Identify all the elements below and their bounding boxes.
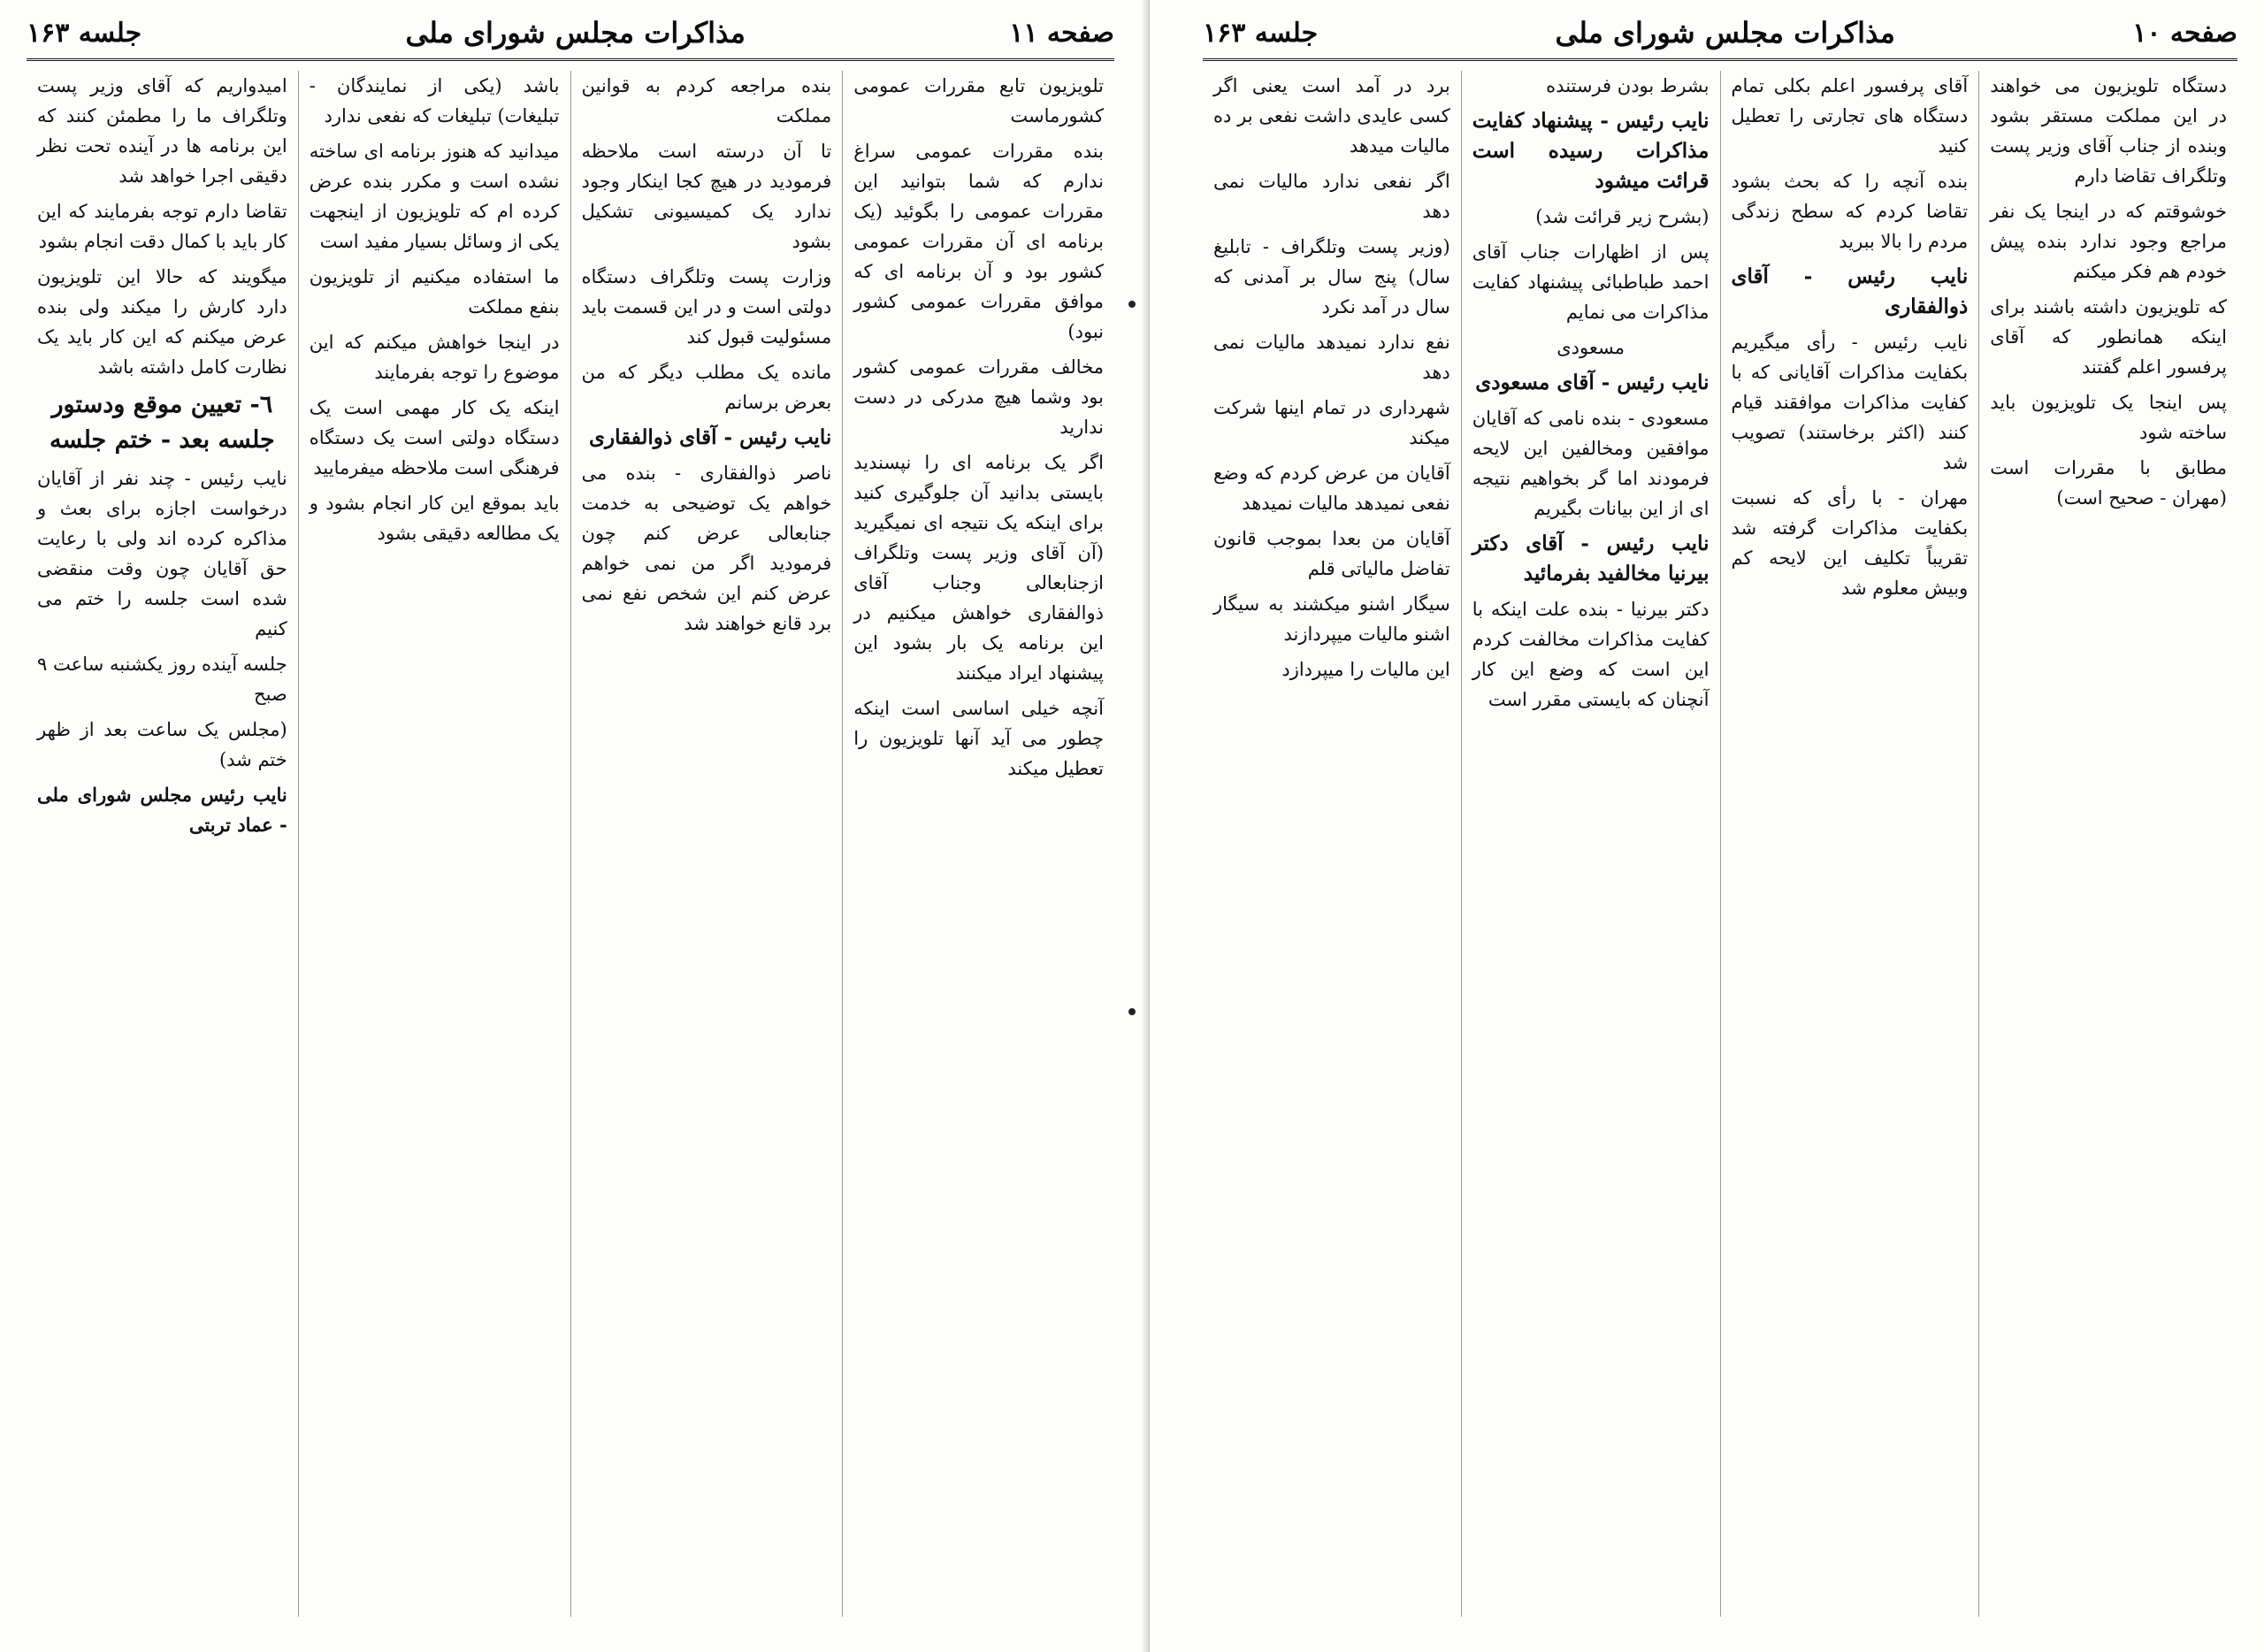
paragraph: بنده آنچه را که بحث بشود تقاضا کردم که سطح زندگی مردم را بالا ببرید bbox=[1731, 171, 1969, 252]
left-column-4 bbox=[27, 71, 298, 1617]
paragraph: بنده مقررات عمومی سراغ ندارم که شما بتوانید این مقررات عمومی را بگوئید (یک برنامه ای آن مقررات عمومی کشور بود و آن برنامه ای که موافق مقررات عمومی کشور نبود) bbox=[853, 141, 1104, 342]
left-page-title: مذاکرات مجلس شورای ملی bbox=[405, 16, 746, 50]
paragraph: آقایان من عرض کردم که وضع نفعی نمیدهد مالیات نمیدهد bbox=[1213, 463, 1450, 514]
right-page-header bbox=[1203, 7, 2237, 61]
paragraph: مسعودی - بنده نامی که آقایان موافقین ومخالفین این لایحه فرمودند اما گر بخواهیم نتیجه ای از این بیانات بگیریم bbox=[1472, 408, 1709, 519]
left-column-3 bbox=[298, 71, 570, 1617]
speaker-heading: نایب رئیس - آقای مسعودی bbox=[1475, 371, 1709, 394]
speaker-heading: نایب رئیس - پیشنهاد کفایت مذاکرات رسیده است قرائت میشود bbox=[1472, 109, 1709, 193]
binding-mark bbox=[1128, 301, 1136, 308]
paragraph: برد در آمد است یعنی اگر کسی عایدی داشت نفعی بر ده مالیات میدهد bbox=[1213, 75, 1450, 157]
paragraph: دکتر بیرنیا - بنده علت اینکه با کفایت مذاکرات مخالفت کردم این است که وضع این کار آنچنان که بایستی مقرر است bbox=[1472, 599, 1709, 710]
paragraph: باید بموقع این کار انجام بشود و یک مطالعه دقیقی بشود bbox=[309, 493, 560, 544]
left-page-columns bbox=[27, 71, 1114, 1617]
right-page-number: صفحه ۱۰ bbox=[2132, 17, 2237, 49]
paragraph: پس اینجا یک تلویزیون باید ساخته شود bbox=[1990, 392, 2227, 443]
paragraph: آنچه خیلی اساسی است اینکه چطور می آید آنها تلویزیون را تعطیل میکند bbox=[853, 698, 1104, 779]
right-column-4 bbox=[1203, 71, 1461, 1617]
paragraph: خوشوقتم که در اینجا یک نفر مراجع وجود ندارد بنده پیش خودم هم فکر میکنم bbox=[1990, 201, 2227, 282]
paragraph: (مجلس یک ساعت بعد از ظهر ختم شد) bbox=[37, 719, 287, 770]
paragraph: ناصر ذوالفقاری - بنده می خواهم یک توضیحی به خدمت جنابعالی عرض کنم چون فرمودید اگر من نمی خواهم عرض کنم این شخص نفع نمی برد قانع خواهند شد bbox=[581, 463, 832, 634]
paragraph: مطابق با مقررات است (مهران - صحیح است) bbox=[1990, 457, 2227, 509]
left-column-1 bbox=[842, 71, 1114, 1617]
binding-mark bbox=[1128, 1008, 1136, 1015]
left-column-2 bbox=[570, 71, 843, 1617]
paragraph: آقای پرفسور اعلم بکلی تمام دستگاه های تجارتی را تعطیل کنید bbox=[1731, 75, 1969, 157]
paragraph: تلویزیون تابع مقررات عمومی کشورماست bbox=[853, 75, 1104, 126]
right-column-3 bbox=[1461, 71, 1720, 1617]
left-session-number: جلسه ۱۶۳ bbox=[27, 17, 142, 49]
paragraph: بشرط بودن فرستنده bbox=[1546, 75, 1709, 96]
left-page-number: صفحه ۱۱ bbox=[1009, 17, 1114, 49]
paragraph: دستگاه تلویزیون می خواهند در این مملکت مستقر بشود وبنده از جناب آقای وزیر پست وتلگراف تقاضا دارم bbox=[1990, 75, 2227, 187]
paragraph: اگر نفعی ندارد مالیات نمی دهد bbox=[1213, 171, 1450, 222]
paragraph: مانده یک مطلب دیگر که من بعرض برسانم bbox=[581, 362, 832, 413]
signature: مسعودی bbox=[1556, 337, 1625, 358]
right-page-columns bbox=[1203, 71, 2237, 1617]
right-page-title: مذاکرات مجلس شورای ملی bbox=[1555, 16, 1895, 50]
paragraph: تا آن درسته است ملاحظه فرمودید در هیچ کجا اینکار وجود ندارد یک کمیسیونی تشکیل بشود bbox=[581, 141, 832, 252]
speaker-heading: نایب رئیس - آقای ذوالفقاری bbox=[1731, 264, 1969, 318]
paragraph: نفع ندارد نمیدهد مالیات نمی دهد bbox=[1213, 332, 1450, 383]
paragraph: اگر یک برنامه ای را نپسندید بایستی بدانید آن جلوگیری کنید برای اینکه یک نتیجه ای نمیگیرید (آن آقای وزیر پست وتلگراف ازجنابعالی وجناب آقای ذوالفقاری خواهش میکنیم در این برنامه یک بار بشود این پیشنهاد ایراد میکنند bbox=[853, 452, 1104, 684]
paragraph: که تلویزیون داشته باشند برای اینکه همانطور که آقای پرفسور اعلم گفتند bbox=[1990, 296, 2227, 378]
signature: نایب رئیس مجلس شورای ملی - عماد تربتی bbox=[37, 784, 287, 836]
paragraph: باشد (یکی از نمایندگان - تبلیغات) تبلیغات که نفعی ندارد bbox=[309, 75, 560, 126]
paragraph: (بشرح زیر قرائت شد) bbox=[1535, 206, 1709, 227]
paragraph: نایب رئیس - چند نفر از آقایان درخواست اجازه برای بعث و مذاکره کرده اند ولی با رعایت حق آقایان چون وقت منقضی شده است جلسه را ختم می کنیم bbox=[37, 468, 287, 639]
paragraph: شهرداری در تمام اینها شرکت میکند bbox=[1213, 397, 1450, 448]
paragraph: مهران - با رأی که نسبت بکفایت مذاکرات گرفته شد تقریباً تکلیف این لایحه کم وبیش معلوم شد bbox=[1731, 487, 1969, 599]
paragraph: امیدواریم که آقای وزیر پست وتلگراف ما را مطمئن کنند که این برنامه ها در آینده تحت نظر دقیقی اجرا خواهد شد bbox=[37, 75, 287, 187]
paragraph: (وزیر پست وتلگراف - تابلیغ سال) پنج سال بر آمدنی که سال در آمد نکرد bbox=[1213, 236, 1450, 317]
right-column-1 bbox=[1978, 71, 2237, 1617]
paragraph: نایب رئیس - رأی میگیریم بکفایت مذاکرات آقایانی که با کفایت مذاکرات موافقند قیام کنند (اکثر برخاستند) تصویب شد bbox=[1731, 332, 1969, 473]
paragraph: این مالیات را میپردازد bbox=[1281, 659, 1450, 680]
right-session-number: جلسه ۱۶۳ bbox=[1203, 17, 1319, 49]
paragraph: ما استفاده میکنیم از تلویزیون بنفع مملکت bbox=[309, 266, 560, 317]
paragraph: وزارت پست وتلگراف دستگاه دولتی است و در این قسمت باید مسئولیت قبول کند bbox=[581, 266, 832, 348]
left-page-header bbox=[27, 7, 1114, 61]
section-title: ٦- تعیین موقع ودستور جلسه بعد - ختم جلسه bbox=[50, 391, 275, 454]
paragraph: سیگار اشنو میکشند به سیگار اشنو مالیات میپردازند bbox=[1213, 593, 1450, 645]
paragraph: جلسه آینده روز یکشنبه ساعت ۹ صبح bbox=[37, 654, 287, 705]
speaker-heading: نایب رئیس - آقای ذوالفقاری bbox=[588, 425, 832, 449]
paragraph: میگویند که حالا این تلویزیون دارد کارش را میکند ولی بنده عرض میکنم که این کار باید یک نظارت کامل داشته باشد bbox=[37, 266, 287, 378]
paragraph: مخالف مقررات عمومی کشور بود وشما هیچ مدرکی در دست ندارید bbox=[853, 356, 1104, 438]
paragraph: میدانید که هنوز برنامه ای ساخته نشده است و مکرر بنده عرض کرده ام که تلویزیون از اینجهت یکی از وسائل بسیار مفید است bbox=[309, 141, 560, 252]
right-column-2 bbox=[1720, 71, 1979, 1617]
paragraph: بنده مراجعه کردم به قوانین مملکت bbox=[581, 75, 832, 126]
speaker-heading: نایب رئیس - آقای دکتر بیرنیا مخالفید بفرمائید bbox=[1472, 532, 1709, 585]
paragraph: در اینجا خواهش میکنم که این موضوع را توجه بفرمایند bbox=[309, 332, 560, 383]
paragraph: تقاضا دارم توجه بفرمایند که این کار باید با کمال دقت انجام بشود bbox=[37, 201, 287, 252]
paragraph: پس از اظهارات جناب آقای احمد طباطبائی پیشنهاد کفایت مذاکرات می نمایم bbox=[1472, 241, 1709, 323]
paragraph: اینکه یک کار مهمی است یک دستگاه دولتی است یک دستگاه فرهنگی است ملاحظه میفرمایید bbox=[309, 397, 560, 478]
paragraph: آقایان من بعدا بموجب قانون تفاضل مالیاتی قلم bbox=[1213, 528, 1450, 579]
right-page bbox=[1150, 0, 2264, 1652]
